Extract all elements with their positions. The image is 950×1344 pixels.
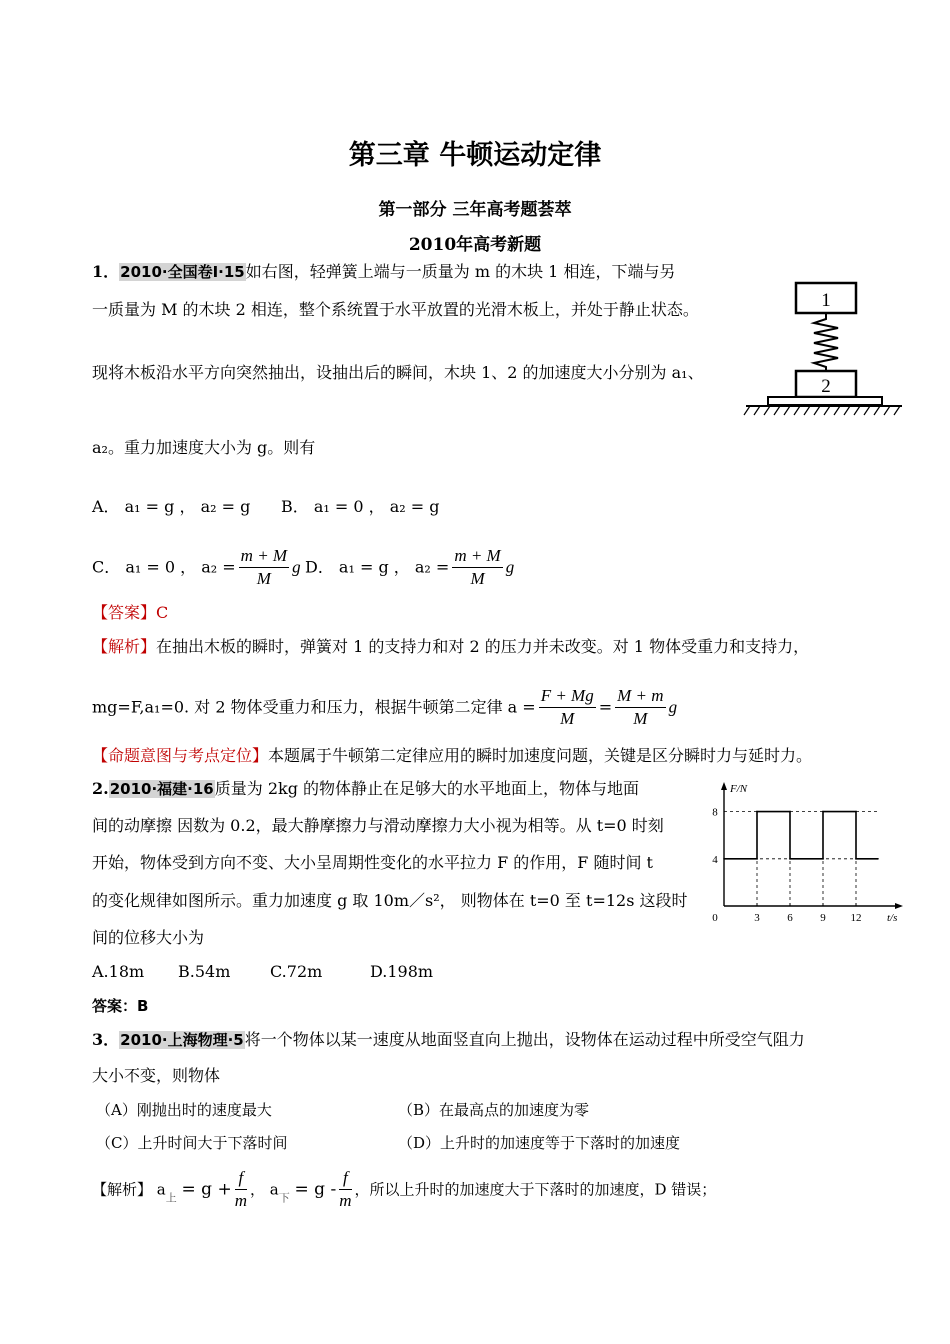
q1-line1 [92,262,675,282]
spring-block-figure [742,275,907,425]
y-tick-label: 8 [712,806,718,819]
q1-option-a: A． a₁ = g ， a₂ = g [92,497,251,516]
q2-line4: 的变化规律如图所示。重力加速度 g 取 10m／s²， 则物体在 t=0 至 t=12s 这段时 [92,891,688,910]
q2-option-d: D.198m [370,962,434,981]
eq-numerator-2: M + m [615,686,665,708]
force-data-point [822,811,824,813]
x-tick-label: 9 [820,912,826,924]
block-2-label: 2 [821,376,831,397]
q1-line2: 一质量为 M 的木块 2 相连，整个系统置于水平放置的光滑木板上，并处于静止状态。 [92,300,699,319]
q1-option-b: B． a₁ = 0 ， a₂ = g [281,497,440,516]
fraction-denominator: M [470,569,485,588]
x-tick-label: 12 [850,912,862,924]
q2-option-a: A.18m [92,962,145,981]
f-over-m-down [339,1168,351,1211]
m-denominator: m [339,1191,352,1210]
q1-source: 2010·全国卷Ⅰ·15 [120,263,245,281]
eq-fraction-2 [615,686,665,729]
force-data-point [789,811,791,813]
g-symbol: g [292,557,301,577]
q1-intent [92,746,812,766]
q1-answer [92,603,168,623]
q1-line4: a₂。重力加速度大小为 g。则有 [92,438,316,457]
force-data-point [756,811,758,813]
analysis-text-2: mg=F,a₁=0. 对 2 物体受重力和压力，根据牛顿第二定律 a = [92,697,536,717]
q1-option-c-fraction [239,546,289,589]
force-data-point [855,811,857,813]
q3-line1 [92,1030,805,1050]
fraction-numerator: m + M [452,546,502,568]
eq-fraction-1 [539,686,596,729]
q2-text-1: 质量为 2kg 的物体静止在足够大的水平地面上，物体与地面 [214,779,640,798]
q1-analysis-1 [92,637,809,657]
q2-line1 [92,779,639,799]
g-symbol: g [505,557,515,577]
ground-hatch [744,406,900,415]
analysis-tag: 【解析】 [92,637,157,656]
year-heading: 2010年高考新题 [408,235,542,255]
intent-tag: 【命题意图与考点定位】 [92,746,269,765]
a-down-subscript: 下 [278,1191,290,1205]
q3-option-c: （C）上升时间大于下落时间 [96,1134,288,1152]
q1-line3: 现将木板沿水平方向突然抽出，设抽出后的瞬间，木块 1、2 的加速度大小分别为 a₁、 [92,363,704,382]
force-data-point [789,858,791,860]
q1-option-d-row [305,546,514,589]
q2-option-c: C.72m [270,962,323,981]
q3-text-1: 将一个物体以某一速度从地面竖直向上抛出，设物体在运动过程中所受空气阻力 [244,1030,805,1049]
q3-option-d: （D）上升时的加速度等于下落时的加速度 [398,1134,681,1152]
intent-text: 本题属于牛顿第二定律应用的瞬时加速度问题，关键是区分瞬时力与延时力。 [268,746,813,765]
x-tick-label: 6 [787,912,793,924]
q2-line2: 间的动摩擦 因数为 0.2，最大静摩擦力与滑动摩擦力大小视为相等。从 t=0 时刻 [92,816,664,835]
f-numerator: f [339,1168,351,1190]
q3-number: 3． [92,1030,120,1049]
q3-option-b: （B）在最高点的加速度为零 [398,1101,590,1119]
board [768,397,882,405]
x-axis-label: t/s [887,912,898,924]
f-numerator: f [235,1168,247,1190]
q2-source: 2010·福建·16 [109,780,214,798]
y-axis-label: F/N [730,783,748,795]
y-tick-label: 4 [712,853,718,866]
a-down-symbol: a [269,1180,279,1199]
q1-number: 1． [92,262,120,281]
a-up-subscript: 上 [165,1191,177,1205]
force-data-point [822,858,824,860]
force-series-line [724,812,878,859]
m-denominator: m [234,1191,247,1210]
analysis-text-1: 在抽出木板的瞬时，弹簧对 1 的支持力和对 2 的压力并未改变。对 1 物体受重力和支持力， [156,637,810,656]
q1-option-c: C． a₁ = 0 ， a₂ = [92,557,236,577]
q1-analysis-2 [92,686,677,729]
answer-tag: 【答案】 [92,603,157,622]
chart-marks [723,811,879,860]
a-up-symbol: a [156,1180,166,1199]
q2-answer: 答案：B [92,997,149,1015]
q2-number: 2. [92,779,109,798]
block-1-label: 1 [821,290,831,311]
eq-up: = g + [181,1179,232,1200]
q1-option-c-row [92,546,301,589]
x-tick-label: 0 [712,912,718,924]
y-axis-arrow [721,782,727,790]
q2-line3: 开始，物体受到方向不变、大小呈周期性变化的水平拉力 F 的作用，F 随时间 t [92,853,653,872]
q1-option-d: D． a₁ = g ， a₂ = [305,557,450,577]
q2-option-b: B.54m [178,962,231,981]
part-heading: 第一部分 三年高考题荟萃 [378,200,572,220]
q3-analysis [92,1168,716,1211]
force-time-chart [708,783,918,924]
eq-numerator-1: F + Mg [539,686,596,708]
analysis-tag: 【解析】 [92,1180,153,1199]
chart-axes [712,782,903,924]
comma: ， [250,1180,266,1199]
x-tick-label: 3 [754,912,760,924]
page-title: 第三章 牛顿运动定律 [348,140,602,171]
q3-line2: 大小不变，则物体 [92,1066,221,1085]
q1-text-1: 如右图，轻弹簧上端与一质量为 m 的木块 1 相连，下端与另 [245,262,676,281]
eq-down: = g - [294,1179,337,1200]
answer-value: C [156,603,169,622]
eq-denominator-1: M [560,709,575,728]
fraction-denominator: M [256,569,271,588]
q3-option-a: （A）刚抛出时的速度最大 [96,1101,272,1119]
force-data-point [756,858,758,860]
q2-line5: 间的位移大小为 [92,928,205,947]
force-data-point [855,858,857,860]
g-symbol: g [668,697,678,717]
analysis-tail: ，所以上升时的加速度大于下落时的加速度，D 错误； [354,1180,717,1199]
f-over-m-up [235,1168,247,1211]
spring [814,313,838,371]
eq-equals: = [598,697,613,717]
q1-option-d-fraction [452,546,502,589]
force-data-point [877,858,879,860]
force-data-point [723,858,725,860]
q3-source: 2010·上海物理·5 [120,1031,244,1049]
fraction-numerator: m + M [239,546,289,568]
x-axis-arrow [895,903,903,909]
eq-denominator-2: M [633,709,648,728]
